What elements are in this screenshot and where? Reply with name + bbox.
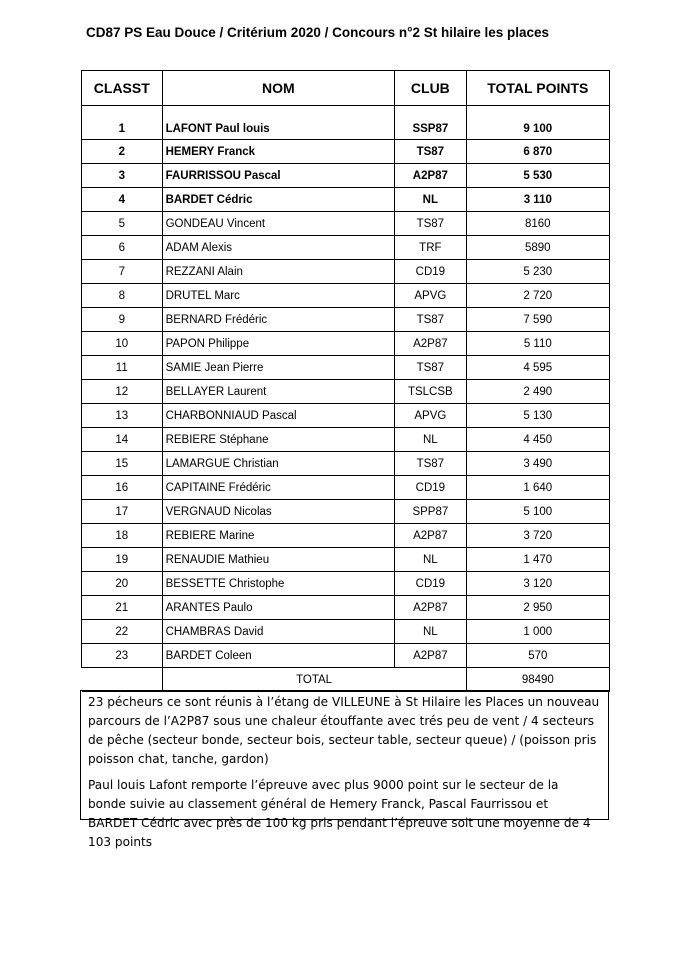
row-name: REBIERE Stéphane bbox=[162, 428, 395, 452]
table-row bbox=[82, 236, 610, 260]
document-title: CD87 PS Eau Douce / Critérium 2020 / Concours n°2 St hilaire les places bbox=[86, 25, 550, 40]
row-rank: 2 bbox=[82, 140, 163, 164]
row-club: NL bbox=[395, 428, 467, 452]
row-club: TS87 bbox=[395, 356, 467, 380]
row-club: TRF bbox=[395, 236, 467, 260]
table-row bbox=[82, 620, 610, 644]
row-rank: 5 bbox=[82, 212, 163, 236]
total-label: TOTAL bbox=[162, 668, 466, 692]
row-points: 1 000 bbox=[466, 620, 609, 644]
row-club: APVG bbox=[395, 404, 467, 428]
row-rank: 19 bbox=[82, 548, 163, 572]
table-row bbox=[82, 188, 610, 212]
row-points: 7 590 bbox=[466, 308, 609, 332]
row-points: 9 100 bbox=[466, 106, 609, 140]
row-name: BESSETTE Christophe bbox=[162, 572, 395, 596]
row-name: REZZANI Alain bbox=[162, 260, 395, 284]
row-name: LAFONT Paul louis bbox=[162, 106, 395, 140]
row-points: 6 870 bbox=[466, 140, 609, 164]
row-rank: 23 bbox=[82, 644, 163, 668]
table-row bbox=[82, 332, 610, 356]
row-name: RENAUDIE Mathieu bbox=[162, 548, 395, 572]
table-row bbox=[82, 356, 610, 380]
comment-paragraph: 23 pécheurs ce sont réunis à l’étang de VILLEUNE à St Hilaire les Places un nouveau parcours de l’A2P87 sous une chaleur étouffante avec trés peu de vent / 4 secteurs de pêche (secteur bonde, secteur bois, secteur table, secteur queue) / (poisson pris poisson chat, tanche, gardon) bbox=[88, 695, 600, 766]
row-rank: 14 bbox=[82, 428, 163, 452]
row-club: TS87 bbox=[395, 212, 467, 236]
row-name: BERNARD Frédéric bbox=[162, 308, 395, 332]
row-rank: 15 bbox=[82, 452, 163, 476]
row-points: 5 130 bbox=[466, 404, 609, 428]
table-row bbox=[82, 380, 610, 404]
table-row bbox=[82, 140, 610, 164]
row-points: 2 720 bbox=[466, 284, 609, 308]
row-name: BARDET Coleen bbox=[162, 644, 395, 668]
row-name: BELLAYER Laurent bbox=[162, 380, 395, 404]
row-rank: 9 bbox=[82, 308, 163, 332]
row-club: SSP87 bbox=[395, 106, 467, 140]
row-rank: 13 bbox=[82, 404, 163, 428]
row-rank: 7 bbox=[82, 260, 163, 284]
row-rank: 6 bbox=[82, 236, 163, 260]
results-table bbox=[81, 70, 610, 692]
row-name: ADAM Alexis bbox=[162, 236, 395, 260]
table-row bbox=[82, 476, 610, 500]
row-name: SAMIE Jean Pierre bbox=[162, 356, 395, 380]
column-header-name: NOM bbox=[162, 71, 395, 106]
row-rank: 8 bbox=[82, 284, 163, 308]
row-points: 5 530 bbox=[466, 164, 609, 188]
row-club: TS87 bbox=[395, 452, 467, 476]
total-value: 98490 bbox=[466, 668, 609, 692]
total-row bbox=[82, 668, 610, 692]
row-name: VERGNAUD Nicolas bbox=[162, 500, 395, 524]
table-row bbox=[82, 404, 610, 428]
row-club: A2P87 bbox=[395, 524, 467, 548]
row-points: 2 490 bbox=[466, 380, 609, 404]
row-rank: 18 bbox=[82, 524, 163, 548]
row-points: 2 950 bbox=[466, 596, 609, 620]
row-club: TSLCSB bbox=[395, 380, 467, 404]
table-row bbox=[82, 452, 610, 476]
row-club: CD19 bbox=[395, 572, 467, 596]
table-row bbox=[82, 548, 610, 572]
row-club: A2P87 bbox=[395, 596, 467, 620]
table-row bbox=[82, 572, 610, 596]
row-points: 5 100 bbox=[466, 500, 609, 524]
row-rank: 21 bbox=[82, 596, 163, 620]
table-row bbox=[82, 260, 610, 284]
table-row bbox=[82, 106, 610, 140]
row-name: BARDET Cédric bbox=[162, 188, 395, 212]
row-points: 570 bbox=[466, 644, 609, 668]
row-rank: 3 bbox=[82, 164, 163, 188]
table-body bbox=[82, 106, 610, 668]
comment-box bbox=[80, 690, 609, 849]
table-row bbox=[82, 500, 610, 524]
row-club: SPP87 bbox=[395, 500, 467, 524]
row-club: NL bbox=[395, 188, 467, 212]
row-points: 3 110 bbox=[466, 188, 609, 212]
row-rank: 10 bbox=[82, 332, 163, 356]
row-rank: 20 bbox=[82, 572, 163, 596]
row-club: A2P87 bbox=[395, 332, 467, 356]
column-header-rank: CLASST bbox=[82, 71, 163, 106]
column-header-club: CLUB bbox=[395, 71, 467, 106]
row-points: 5 230 bbox=[466, 260, 609, 284]
table-row bbox=[82, 428, 610, 452]
row-club: A2P87 bbox=[395, 164, 467, 188]
row-rank: 4 bbox=[82, 188, 163, 212]
row-name: GONDEAU Vincent bbox=[162, 212, 395, 236]
table-row bbox=[82, 308, 610, 332]
row-name: LAMARGUE Christian bbox=[162, 452, 395, 476]
row-points: 3 120 bbox=[466, 572, 609, 596]
row-points: 4 450 bbox=[466, 428, 609, 452]
row-rank: 22 bbox=[82, 620, 163, 644]
row-name: CHARBONNIAUD Pascal bbox=[162, 404, 395, 428]
row-name: REBIERE Marine bbox=[162, 524, 395, 548]
table-header-row bbox=[82, 71, 610, 106]
row-points: 4 595 bbox=[466, 356, 609, 380]
row-club: NL bbox=[395, 548, 467, 572]
column-header-points: TOTAL POINTS bbox=[466, 71, 609, 106]
table-row bbox=[82, 524, 610, 548]
row-name: CAPITAINE Frédéric bbox=[162, 476, 395, 500]
row-points: 1 640 bbox=[466, 476, 609, 500]
row-name: HEMERY Franck bbox=[162, 140, 395, 164]
row-club: CD19 bbox=[395, 260, 467, 284]
row-club: NL bbox=[395, 620, 467, 644]
comment-paragraph: Paul louis Lafont remporte l’épreuve avec plus 9000 point sur le secteur de la bonde suivie au classement général de Hemery Franck, Pascal Faurrissou et BARDET Cédric avec près de 100 kg pris pendant l’épreuve soit une moyenne de 4 103 points bbox=[88, 778, 591, 849]
row-points: 1 470 bbox=[466, 548, 609, 572]
row-rank: 1 bbox=[82, 106, 163, 140]
row-points: 3 720 bbox=[466, 524, 609, 548]
row-points: 5890 bbox=[466, 236, 609, 260]
row-name: DRUTEL Marc bbox=[162, 284, 395, 308]
row-club: A2P87 bbox=[395, 644, 467, 668]
row-rank: 17 bbox=[82, 500, 163, 524]
row-club: TS87 bbox=[395, 308, 467, 332]
row-rank: 12 bbox=[82, 380, 163, 404]
table-row bbox=[82, 212, 610, 236]
table-row bbox=[82, 596, 610, 620]
row-rank: 11 bbox=[82, 356, 163, 380]
row-name: CHAMBRAS David bbox=[162, 620, 395, 644]
row-name: ARANTES Paulo bbox=[162, 596, 395, 620]
row-points: 3 490 bbox=[466, 452, 609, 476]
row-club: TS87 bbox=[395, 140, 467, 164]
row-name: FAURRISSOU Pascal bbox=[162, 164, 395, 188]
table-row bbox=[82, 284, 610, 308]
total-spacer bbox=[82, 668, 163, 692]
row-club: APVG bbox=[395, 284, 467, 308]
row-points: 8160 bbox=[466, 212, 609, 236]
row-rank: 16 bbox=[82, 476, 163, 500]
row-name: PAPON Philippe bbox=[162, 332, 395, 356]
row-club: CD19 bbox=[395, 476, 467, 500]
row-points: 5 110 bbox=[466, 332, 609, 356]
table-row bbox=[82, 164, 610, 188]
table-row bbox=[82, 644, 610, 668]
